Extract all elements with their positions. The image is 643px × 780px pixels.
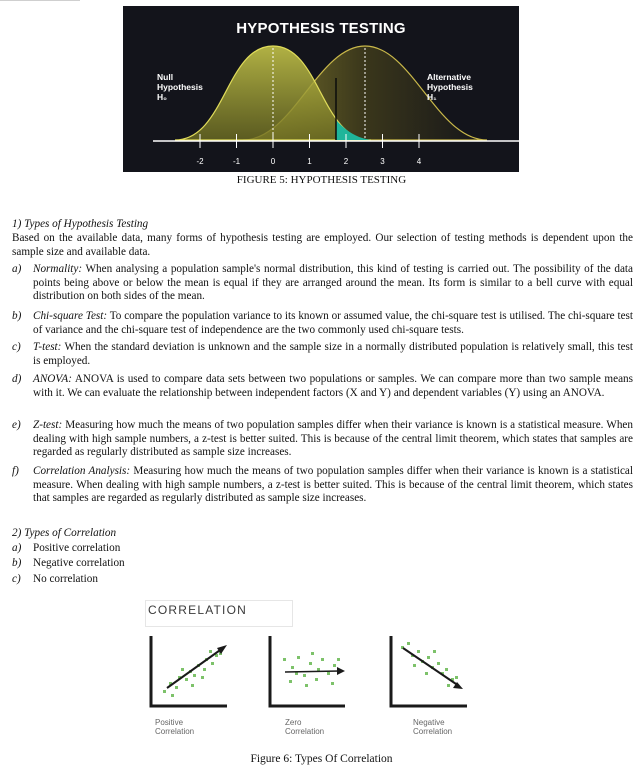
axis-tick-label: 4 xyxy=(416,157,422,166)
scatter-point xyxy=(321,658,324,661)
normality-term: Normality: xyxy=(33,263,83,275)
axis-tick-label: 3 xyxy=(380,157,385,166)
null-hypothesis-label: Null Hypothesis H₀ xyxy=(157,72,203,102)
correlation-analysis-item xyxy=(33,465,633,506)
axis-tick-label: 2 xyxy=(343,157,349,166)
item-c-marker: c) xyxy=(12,341,21,353)
scatter-point xyxy=(289,680,292,683)
figure-title: HYPOTHESIS TESTING xyxy=(236,20,406,37)
scatter-point xyxy=(309,662,312,665)
scatter-point xyxy=(455,676,458,679)
scatter-point xyxy=(175,686,178,689)
scatter-point xyxy=(283,658,286,661)
item-d-marker: d) xyxy=(12,373,22,385)
t-test-item xyxy=(33,341,633,368)
correlation-analysis-term: Correlation Analysis: xyxy=(33,465,131,477)
scatter-point xyxy=(191,684,194,687)
chi-square-item xyxy=(33,310,633,337)
scatter-point xyxy=(311,652,314,655)
scatter-point xyxy=(163,690,166,693)
scatter-point xyxy=(327,672,330,675)
corr-item-c-marker: c) xyxy=(12,573,21,585)
axis-tick-label: 0 xyxy=(270,157,276,166)
scatter-point xyxy=(425,672,428,675)
scatter-point xyxy=(317,668,320,671)
scatter-point xyxy=(201,676,204,679)
scatter-point xyxy=(193,674,196,677)
z-test-text: Measuring how much the means of two population samples differ when their variance is known is a statistical measure. When dealing with high sample numbers, a z-test is better suited. This is because of the central limit theorem, which states that samples are regarded as regularly distributed as sample size increases. xyxy=(33,419,633,459)
scatter-point xyxy=(447,684,450,687)
scatter-point xyxy=(181,668,184,671)
scatter-point xyxy=(433,650,436,653)
scatter-point xyxy=(297,656,300,659)
scatter-point xyxy=(291,666,294,669)
negative-correlation-label: Negative Correlation xyxy=(413,718,453,736)
axis-tick-label: -1 xyxy=(232,157,241,166)
chi-square-text: To compare the population variance to its known or assumed value, the chi-square test is utilised. The chi-square test of variance and the chi-square test of independence are the two commonly used chi-square tests. xyxy=(33,310,633,336)
correlation-analysis-text: Measuring how much the means of two population samples differ when their variance is known is a statistical measure. When dealing with high sample numbers, a z-test is better suited. This is because of the central limit theorem, which states that samples are regarded as regularly distributed as sample size increases. xyxy=(33,465,633,505)
t-test-term: T-test: xyxy=(33,341,62,353)
scatter-point xyxy=(413,664,416,667)
scatter-point xyxy=(445,668,448,671)
section-1-intro: Based on the available data, many forms of hypothesis testing are employed. Our selection of testing methods is dependent upon the sample size and available data. xyxy=(12,232,633,258)
scatter-point xyxy=(171,694,174,697)
negative-correlation-item: Negative correlation xyxy=(33,557,125,569)
t-test-text: When the standard deviation is unknown and the sample size in a normally distributed population is relatively small, this test is employed. xyxy=(33,341,633,367)
scatter-point xyxy=(305,684,308,687)
item-a-marker: a) xyxy=(12,263,22,275)
scatter-point xyxy=(333,664,336,667)
zero-correlation-plot xyxy=(270,636,345,706)
item-f-marker: f) xyxy=(12,465,19,477)
figure-5-caption: FIGURE 5: HYPOTHESIS TESTING xyxy=(236,174,407,186)
positive-correlation-label: Positive Correlation xyxy=(155,718,195,736)
figure-6-caption: Figure 6: Types Of Correlation xyxy=(250,753,393,765)
anova-item xyxy=(33,373,633,400)
page-top-rule xyxy=(0,0,80,1)
scatter-point xyxy=(437,662,440,665)
scatter-point xyxy=(331,682,334,685)
hypothesis-testing-figure xyxy=(123,6,519,172)
zero-correlation-label: Zero Correlation xyxy=(285,718,325,736)
scatter-point xyxy=(303,674,306,677)
scatter-point xyxy=(337,658,340,661)
item-b-marker: b) xyxy=(12,310,22,322)
alternative-hypothesis-label: Alternative Hypothesis H₁ xyxy=(427,72,473,102)
section-1-heading: 1) Types of Hypothesis Testing xyxy=(12,218,149,230)
z-test-term: Z-test: xyxy=(33,419,63,431)
scatter-point xyxy=(427,656,430,659)
scatter-point xyxy=(407,642,410,645)
positive-correlation-item: Positive correlation xyxy=(33,542,121,554)
scatter-point xyxy=(211,662,214,665)
corr-item-b-marker: b) xyxy=(12,557,22,569)
axis-tick-label: 1 xyxy=(307,157,312,166)
section-2-heading: 2) Types of Correlation xyxy=(12,527,117,539)
negative-correlation-plot xyxy=(391,636,467,706)
normality-text: When analysing a population sample's normal distribution, this kind of testing is carried out. The possibility of the data points being above or below the mean is equal if they are arranged around the mean. Its form is similar to a bell curve with equal distribution on both sides of the mean. xyxy=(33,263,633,303)
z-test-item xyxy=(33,419,633,460)
scatter-point xyxy=(315,678,318,681)
scatter-point xyxy=(185,678,188,681)
positive-correlation-plot xyxy=(151,636,227,706)
correlation-title: CORRELATION xyxy=(148,603,247,617)
anova-term: ANOVA: xyxy=(33,373,72,385)
anova-text: ANOVA is used to compare data sets between two populations or samples. We can compare more than two sample means with it. We can evaluate the relationship between independent factors (X and Y) and dependent variables (Y) using an ANOVA. xyxy=(33,373,633,399)
normality-item xyxy=(33,263,633,304)
axis-tick-label: -2 xyxy=(196,157,204,166)
item-e-marker: e) xyxy=(12,419,21,431)
scatter-point xyxy=(417,650,420,653)
scatter-point xyxy=(209,650,212,653)
correlation-figure xyxy=(145,600,495,748)
no-correlation-item: No correlation xyxy=(33,573,98,585)
chi-square-term: Chi-square Test: xyxy=(33,310,108,322)
scatter-point xyxy=(203,668,206,671)
corr-item-a-marker: a) xyxy=(12,542,22,554)
